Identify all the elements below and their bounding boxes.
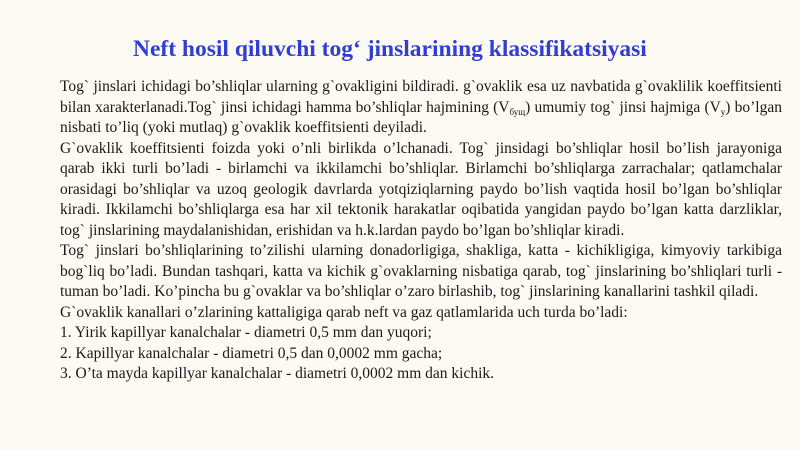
slide-title: Neft hosil qiluvchi tog‘ jinslarining klassifikatsiyasi: [133, 36, 647, 62]
paragraph-text: ) bo’lgan nisbati to’liq (yoki mutlaq) g`ovaklik koeffitsienti deyiladi.: [60, 98, 782, 136]
paragraph-porosity-definition: [60, 77, 782, 139]
paragraph-pore-types: G`ovaklik koeffitsienti foizda yoki o’nli birlikda o’lchanadi. Tog` jinsidagi bo’shliqlar hosil bo’lish jarayoniga qarab ikki turli bo’ladi - birlamchi va ikkilamchi bo’shliqlar. Birlamchi bo’shliqlarga zarrachalar; qatlamchalar orasidagi bo’shliqlar va uzoq geologik davrlarda yotqiziqlarning paydo bo’lish vaqtida hosil bo’lgan bo’shliqlar kiradi. Ikkilamchi bo’shliqlarga esa har xil tektonik harakatlar oqibatida yangidan paydo bo’lgan katta darzliklar, tog` jinslarining maydalanishidan, erishidan va h.k.lardan paydo bo’lgan bo’shliqlar kiradi.: [60, 139, 782, 239]
list-item: 1. Yirik kapillyar kanalchalar - diametri 0,5 mm dan yuqori;: [60, 324, 432, 341]
list-item: 3. O’ta mayda kapillyar kanalchalar - diametri 0,0002 mm dan kichik.: [60, 365, 495, 382]
paragraph-text: ) umumiy tog` jinsi hajmiga (V: [525, 98, 721, 116]
list-item: 2. Kapillyar kanalchalar - diametri 0,5 dan 0,0002 mm gacha;: [60, 344, 443, 362]
paragraph-channel-intro: G`ovaklik kanallari o’zlarining kattaligiga qarab neft va gaz qatlamlarida uch turda bo’ladi:: [60, 303, 628, 321]
paragraph-pore-structure: Tog` jinslari bo’shliqlarining to’zilishi ularning donadorligiga, shakliga, katta - kichikligiga, kimyoviy tarkibiga bog`liq bo’ladi. Bundan tashqari, katta va kichik g`ovaklarning nisbatiga qarab, tog` jinslarining bo’shliqlari turli - tuman bo’ladi. Ko’pincha bu g`ovaklar va bo’shliqlar o’zaro birlashib, tog` jinslarining kanallarini tashkil qiladi.: [60, 242, 782, 300]
paragraph-text: Tog` jinslari ichidagi bo’shliqlar ularning g`ovakligini bildiradi. g`ovaklik esa uz navbatida g`ovaklilik koeffitsienti bilan xarakterlanadi.Tog` jinsi ichidagi hamma bo’shliqlar hajmining (V: [60, 78, 782, 116]
subscript-pore-volume: бущ: [509, 106, 526, 117]
subscript-total-volume: у: [720, 106, 726, 117]
